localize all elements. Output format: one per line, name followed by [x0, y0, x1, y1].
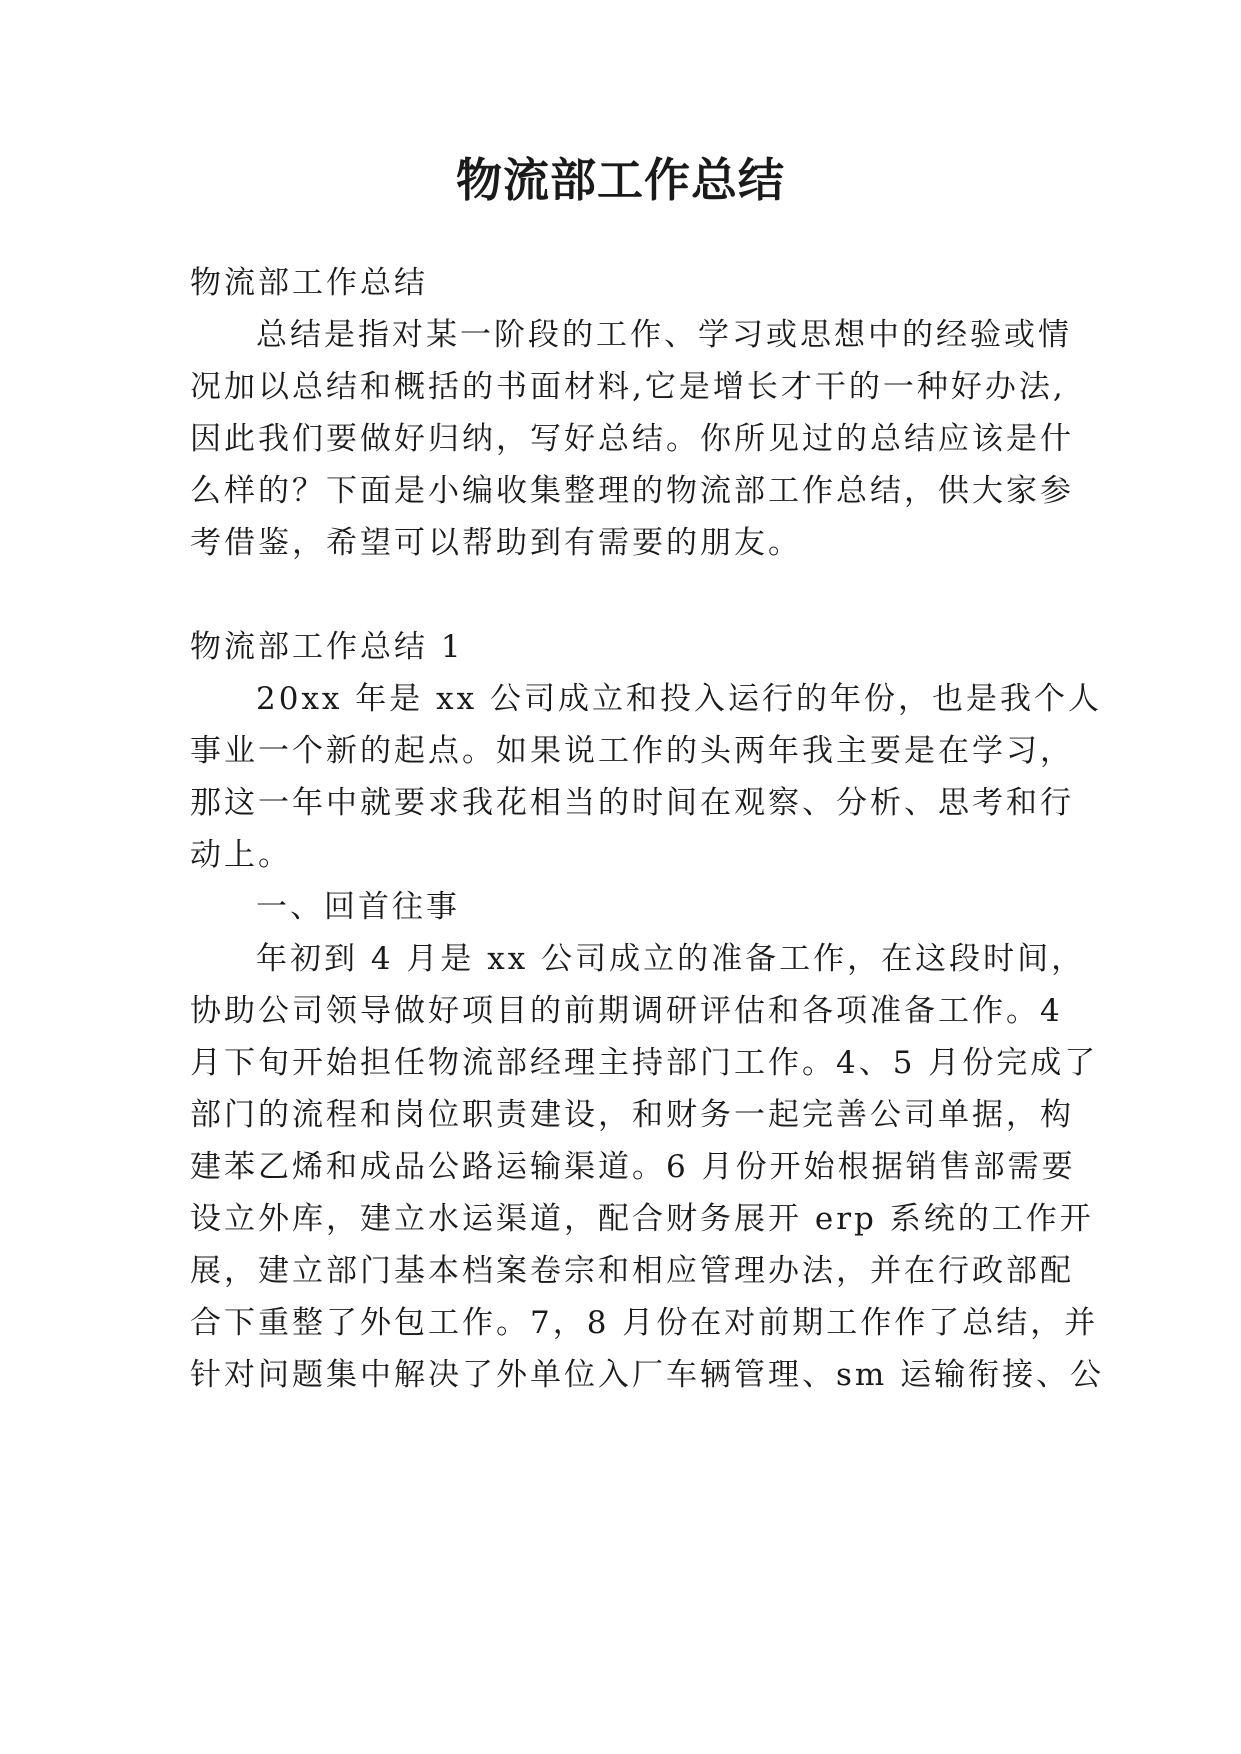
paragraph-line: 总结是指对某一阶段的工作、学习或思想中的经验或情: [256, 317, 1072, 353]
paragraph-line: 月下旬开始担任物流部经理主持部门工作。4、5 月份完成了: [190, 1045, 1099, 1081]
paragraph-line: 么样的？下面是小编收集整理的物流部工作总结，供大家参: [190, 473, 1074, 509]
paragraph-line: 动上。: [190, 837, 292, 873]
paragraph-line: 建苯乙烯和成品公路运输渠道。6 月份开始根据销售部需要: [190, 1149, 1076, 1185]
paragraph-line: 事业一个新的起点。如果说工作的头两年我主要是在学习，: [190, 733, 1074, 769]
paragraph-line: 况加以总结和概括的书面材料,它是增长才干的一种好办法,: [190, 369, 1066, 405]
section-heading: 物流部工作总结: [190, 265, 428, 301]
paragraph-line: 展，建立部门基本档案卷宗和相应管理办法，并在行政部配: [190, 1253, 1074, 1289]
document-title: 物流部工作总结: [456, 153, 785, 207]
paragraph-line: 部门的流程和岗位职责建设，和财务一起完善公司单据，构: [190, 1097, 1074, 1133]
paragraph-line: 合下重整了外包工作。7，8 月份在对前期工作作了总结，并: [190, 1305, 1099, 1341]
section-heading: 物流部工作总结 1: [190, 629, 464, 665]
subsection-heading: 一、回首往事: [256, 889, 460, 925]
paragraph-line: 协助公司领导做好项目的前期调研评估和各项准备工作。4: [190, 993, 1063, 1029]
paragraph-line: 考借鉴，希望可以帮助到有需要的朋友。: [190, 525, 802, 561]
paragraph-line: 20xx 年是 xx 公司成立和投入运行的年份，也是我个人: [256, 681, 1102, 717]
paragraph-line: 年初到 4 月是 xx 公司成立的准备工作，在这段时间，: [256, 941, 1086, 977]
paragraph-line: 针对问题集中解决了外单位入厂车辆管理、sm 运输衔接、公: [190, 1357, 1105, 1393]
paragraph-line: 因此我们要做好归纳，写好总结。你所见过的总结应该是什: [190, 421, 1074, 457]
paragraph-line: 设立外库，建立水运渠道，配合财务展开 erp 系统的工作开: [190, 1201, 1094, 1237]
paragraph-line: 那这一年中就要求我花相当的时间在观察、分析、思考和行: [190, 785, 1074, 821]
